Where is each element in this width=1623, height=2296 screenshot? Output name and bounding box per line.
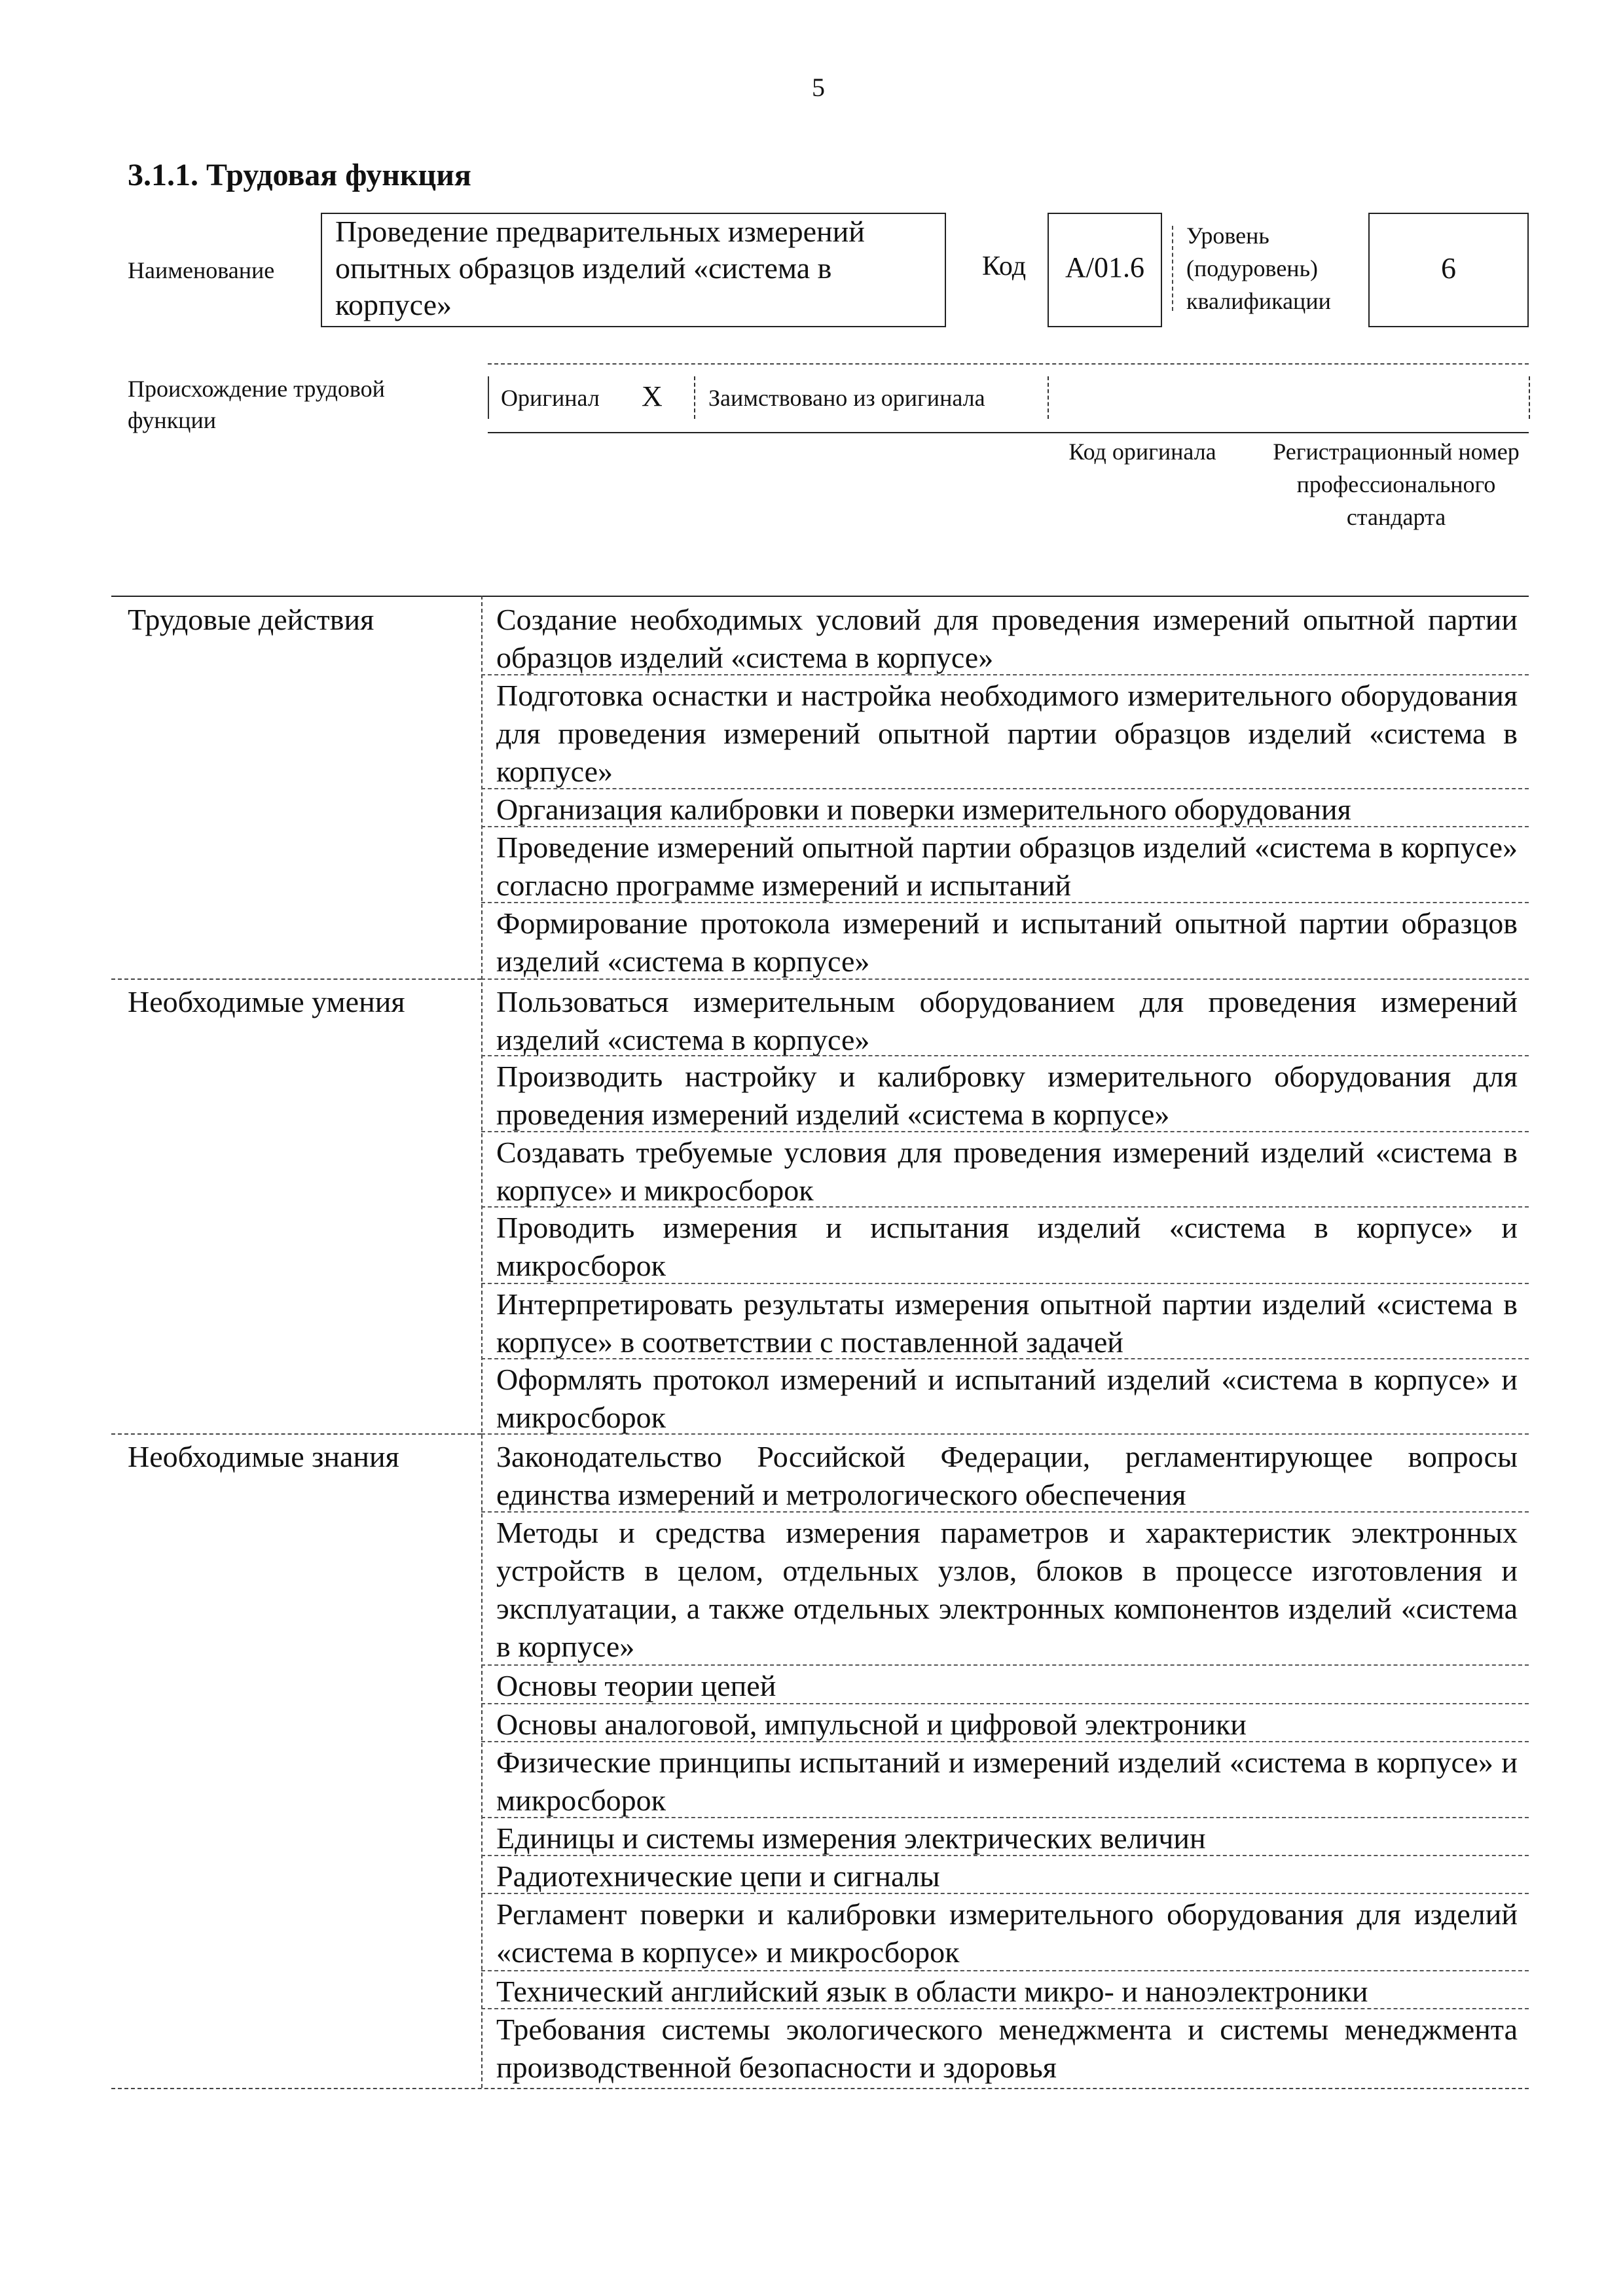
name-label: Наименование [128,257,275,283]
original-mark: X [642,380,663,412]
row-divider [481,978,1529,980]
row-divider [481,1741,1529,1742]
row-divider [481,1055,1529,1056]
table-cell: Создание необходимых условий для проведения измерений опытной партии образцов изделий «система в корпусе» [496,603,1518,674]
row-divider [481,1131,1529,1132]
origin-divider [694,376,695,419]
borrowed-label: Заимствовано из оригинала [708,385,985,411]
table-cell: Организация калибровки и поверки измерительного оборудования [496,793,1351,826]
row-divider [481,1703,1529,1704]
origin-divider [1048,376,1049,419]
section-divider [111,1433,481,1435]
row-divider [481,1283,1529,1284]
origin-divider [1529,376,1530,419]
origin-divider [488,376,489,419]
table-cell: Производить настройку и калибровку измерительного оборудования для проведения измерений изделий «система в корпусе» [496,1060,1518,1131]
row-divider [481,826,1529,827]
code-value: A/01.6 [1065,251,1144,283]
reg-number-column: Регистрационный номер профессионального стандарта [1273,439,1520,530]
table-cell: Оформлять протокол измерений и испытаний изделий «система в корпусе» и микросборок [496,1363,1518,1434]
table-cell: Интерпретировать результаты измерения опытной партии изделий «система в корпусе» в соответствии с поставленной задачей [496,1287,1518,1359]
level-label: Уровень (подуровень) квалификации [1186,223,1331,314]
table-cell: Пользоваться измерительным оборудованием для проведения измерений изделий «система в корпусе» [496,985,1518,1056]
row-divider [481,1511,1529,1513]
origin-row-bottom-line [488,432,1529,433]
function-name: Проведение предварительных измерений опытных образцов изделий «система в корпусе» [335,215,865,321]
row-divider [481,1970,1529,1971]
table-bottom-line [111,2088,1529,2089]
origin-row-top-line [488,363,1529,365]
page-number: 5 [812,73,825,102]
table-cell: Методы и средства измерения параметров и характеристик электронных устройств в целом, отдельных узлов, блоков в процессе изготовления и эксплуатации, а также отдельных электронных компонентов изделий «система в корпусе» [496,1516,1518,1663]
origin-label: Происхождение трудовой функции [128,376,385,433]
row-divider [481,1893,1529,1894]
row-divider [481,1664,1529,1666]
section-title: 3.1.1. Трудовая функция [128,158,471,192]
row-divider [481,674,1529,675]
table-cell: Формирование протокола измерений и испытаний опытной партии образцов изделий «система в корпусе» [496,906,1518,978]
code-label: Код [982,251,1027,281]
section-label-skills: Необходимые умения [128,985,405,1018]
table-cell: Основы аналоговой, импульсной и цифровой электроники [496,1708,1247,1741]
level-value: 6 [1441,251,1456,285]
original-label: Оригинал [501,385,600,411]
table-column-divider [481,596,483,2088]
table-cell: Проводить измерения и испытания изделий «система в корпусе» и микросборок [496,1211,1518,1282]
row-divider [481,1817,1529,1818]
table-cell: Проведение измерений опытной партии образцов изделий «система в корпусе» согласно программе измерений и испытаний [496,831,1518,902]
table-top-line [111,596,1529,597]
row-divider [481,1206,1529,1208]
row-divider [481,902,1529,903]
original-code-column: Код оригинала [1068,439,1216,465]
table-cell: Основы теории цепей [496,1669,776,1702]
table-cell: Требования системы экологического менеджмента и системы менеджмента производственной безопасности и здоровья [496,2013,1518,2084]
table-cell: Физические принципы испытаний и измерений изделий «система в корпусе» и микросборок [496,1746,1518,1817]
row-divider [481,1358,1529,1359]
row-divider [481,2008,1529,2009]
row-divider [481,1433,1529,1435]
table-cell: Технический английский язык в области микро- и наноэлектроники [496,1975,1368,2008]
table-cell: Радиотехнические цепи и сигналы [496,1859,940,1893]
table-cell: Единицы и системы измерения электрических величин [496,1821,1206,1855]
table-cell: Законодательство Российской Федерации, регламентирующее вопросы единства измерений и метрологического обеспечения [496,1440,1518,1511]
row-divider [481,788,1529,789]
table-cell: Регламент поверки и калибровки измерительного оборудования для изделий «система в корпусе» и микросборок [496,1897,1518,1969]
table-cell: Создавать требуемые условия для проведения измерений изделий «система в корпусе» и микросборок [496,1136,1518,1207]
section-label-knowledge: Необходимые знания [128,1440,399,1473]
level-separator [1172,226,1173,311]
row-divider [481,1855,1529,1856]
section-divider [111,978,481,980]
section-label-actions: Трудовые действия [128,603,374,636]
table-cell: Подготовка оснастки и настройка необходимого измерительного оборудования для проведения измерений опытной партии образцов изделий «система в корпусе» [496,679,1518,788]
